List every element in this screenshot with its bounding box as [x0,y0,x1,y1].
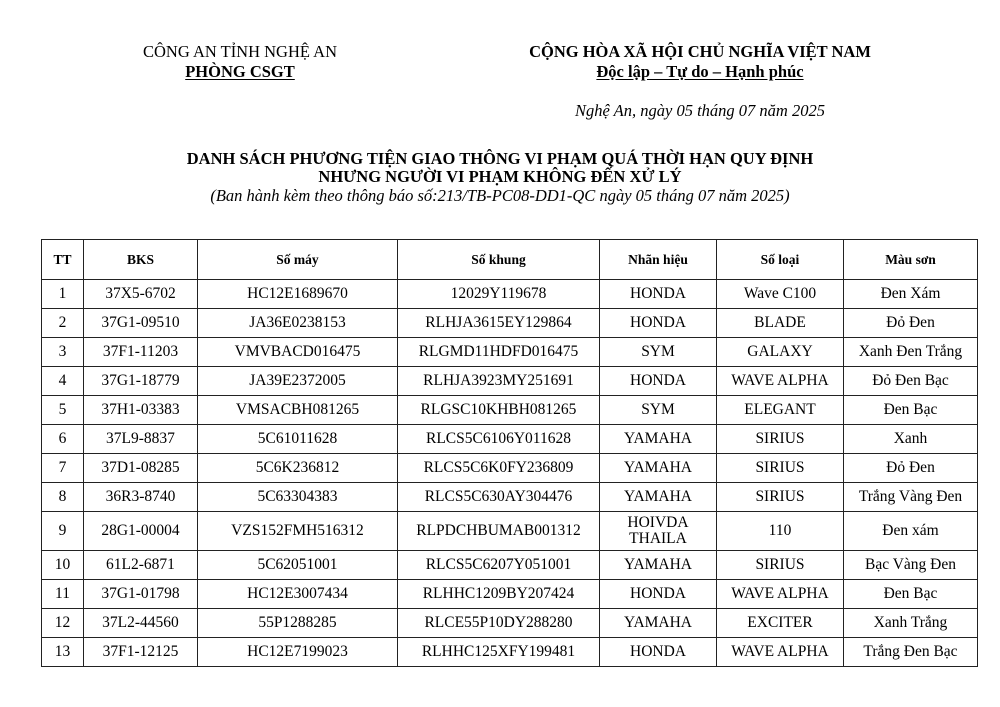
cell-tt: 2 [42,309,84,338]
column-header: Số khung [398,240,600,280]
cell-brand: YAMAHA [600,609,717,638]
table-row [42,512,978,551]
table-row [42,551,978,580]
cell-engine-number: HC12E1689670 [198,280,398,309]
cell-frame-number: RLCS5C6K0FY236809 [398,454,600,483]
agency-header [80,42,400,82]
cell-engine-number: HC12E3007434 [198,580,398,609]
cell-frame-number: RLHJA3615EY129864 [398,309,600,338]
cell-frame-number: RLPDCHBUMAB001312 [398,512,600,551]
cell-frame-number: RLHHC125XFY199481 [398,638,600,667]
cell-model: BLADE [717,309,844,338]
cell-brand: HONDA [600,580,717,609]
document-title [80,150,920,206]
cell-engine-number: 5C63304383 [198,483,398,512]
cell-tt: 8 [42,483,84,512]
cell-bks: 37G1-18779 [84,367,198,396]
cell-brand: YAMAHA [600,483,717,512]
cell-frame-number: RLCS5C630AY304476 [398,483,600,512]
cell-bks: 37H1-03383 [84,396,198,425]
cell-model: GALAXY [717,338,844,367]
cell-tt: 3 [42,338,84,367]
cell-frame-number: RLGSC10KHBH081265 [398,396,600,425]
cell-color: Bạc Vàng Đen [844,551,978,580]
table-row [42,367,978,396]
cell-engine-number: VMVBACD016475 [198,338,398,367]
cell-frame-number: RLHJA3923MY251691 [398,367,600,396]
cell-color: Xanh Trắng [844,609,978,638]
cell-tt: 5 [42,396,84,425]
table-row [42,580,978,609]
cell-model: SIRIUS [717,551,844,580]
cell-engine-number: VZS152FMH516312 [198,512,398,551]
cell-engine-number: 5C61011628 [198,425,398,454]
table-row [42,454,978,483]
cell-frame-number: RLCE55P10DY288280 [398,609,600,638]
title-line-1: DANH SÁCH PHƯƠNG TIỆN GIAO THÔNG VI PHẠM QUÁ THỜI HẠN QUY ĐỊNH [186,149,814,168]
national-header [440,42,960,82]
cell-model: SIRIUS [717,483,844,512]
column-header: BKS [84,240,198,280]
cell-color: Đen Bạc [844,396,978,425]
cell-bks: 37G1-09510 [84,309,198,338]
cell-frame-number: RLCS5C6106Y011628 [398,425,600,454]
table-row [42,638,978,667]
table-row [42,309,978,338]
cell-frame-number: RLGMD11HDFD016475 [398,338,600,367]
cell-tt: 6 [42,425,84,454]
document-date: Nghệ An, ngày 05 tháng 07 năm 2025 [575,101,825,120]
table-row [42,483,978,512]
cell-tt: 11 [42,580,84,609]
cell-color: Trắng Đen Bạc [844,638,978,667]
cell-engine-number: JA39E2372005 [198,367,398,396]
cell-color: Xanh [844,425,978,454]
cell-model: 110 [717,512,844,551]
cell-bks: 37X5-6702 [84,280,198,309]
cell-brand: HOIVDA THAILA [600,512,717,551]
cell-model: SIRIUS [717,454,844,483]
cell-brand: HONDA [600,367,717,396]
cell-color: Đen xám [844,512,978,551]
cell-color: Trắng Vàng Đen [844,483,978,512]
cell-tt: 13 [42,638,84,667]
cell-tt: 4 [42,367,84,396]
cell-bks: 36R3-8740 [84,483,198,512]
table-header-row [42,240,978,280]
cell-bks: 37F1-11203 [84,338,198,367]
cell-engine-number: 55P1288285 [198,609,398,638]
cell-engine-number: JA36E0238153 [198,309,398,338]
title-line-2: NHƯNG NGƯỜI VI PHẠM KHÔNG ĐẾN XỬ LÝ [318,167,682,186]
cell-engine-number: VMSACBH081265 [198,396,398,425]
table-row [42,396,978,425]
cell-brand: YAMAHA [600,551,717,580]
cell-color: Đỏ Đen Bạc [844,367,978,396]
cell-bks: 37F1-12125 [84,638,198,667]
table-row [42,425,978,454]
cell-tt: 10 [42,551,84,580]
column-header: Nhãn hiệu [600,240,717,280]
cell-color: Đỏ Đen [844,454,978,483]
cell-engine-number: HC12E7199023 [198,638,398,667]
column-header: Số loại [717,240,844,280]
table-row [42,338,978,367]
cell-brand: SYM [600,396,717,425]
cell-brand: HONDA [600,280,717,309]
column-header: TT [42,240,84,280]
cell-model: ELEGANT [717,396,844,425]
cell-tt: 7 [42,454,84,483]
cell-color: Xanh Đen Trắng [844,338,978,367]
cell-bks: 37L2-44560 [84,609,198,638]
cell-engine-number: 5C62051001 [198,551,398,580]
column-header: Màu sơn [844,240,978,280]
cell-tt: 9 [42,512,84,551]
cell-brand: SYM [600,338,717,367]
department-name: PHÒNG CSGT [185,62,295,81]
cell-bks: 37D1-08285 [84,454,198,483]
cell-tt: 1 [42,280,84,309]
cell-frame-number: RLHHC1209BY207424 [398,580,600,609]
cell-bks: 37G1-01798 [84,580,198,609]
national-title: CỘNG HÒA XÃ HỘI CHỦ NGHĨA VIỆT NAM [529,42,871,61]
cell-model: WAVE ALPHA [717,638,844,667]
cell-frame-number: 12029Y119678 [398,280,600,309]
table-row [42,280,978,309]
cell-model: WAVE ALPHA [717,367,844,396]
cell-model: WAVE ALPHA [717,580,844,609]
cell-model: SIRIUS [717,425,844,454]
cell-brand: YAMAHA [600,454,717,483]
vehicle-table [41,239,978,667]
cell-tt: 12 [42,609,84,638]
cell-brand: HONDA [600,309,717,338]
column-header: Số máy [198,240,398,280]
cell-bks: 37L9-8837 [84,425,198,454]
cell-bks: 61L2-6871 [84,551,198,580]
cell-model: Wave C100 [717,280,844,309]
table-row [42,609,978,638]
national-motto: Độc lập – Tự do – Hạnh phúc [596,62,804,81]
cell-model: EXCITER [717,609,844,638]
cell-engine-number: 5C6K236812 [198,454,398,483]
cell-frame-number: RLCS5C6207Y051001 [398,551,600,580]
title-subtitle: (Ban hành kèm theo thông báo số:213/TB-PC08-DD1-QC ngày 05 tháng 07 năm 2025) [210,186,790,205]
cell-bks: 28G1-00004 [84,512,198,551]
cell-brand: HONDA [600,638,717,667]
agency-name: CÔNG AN TỈNH NGHỆ AN [142,42,338,61]
cell-brand: YAMAHA [600,425,717,454]
cell-color: Đỏ Đen [844,309,978,338]
cell-color: Đen Xám [844,280,978,309]
cell-color: Đen Bạc [844,580,978,609]
